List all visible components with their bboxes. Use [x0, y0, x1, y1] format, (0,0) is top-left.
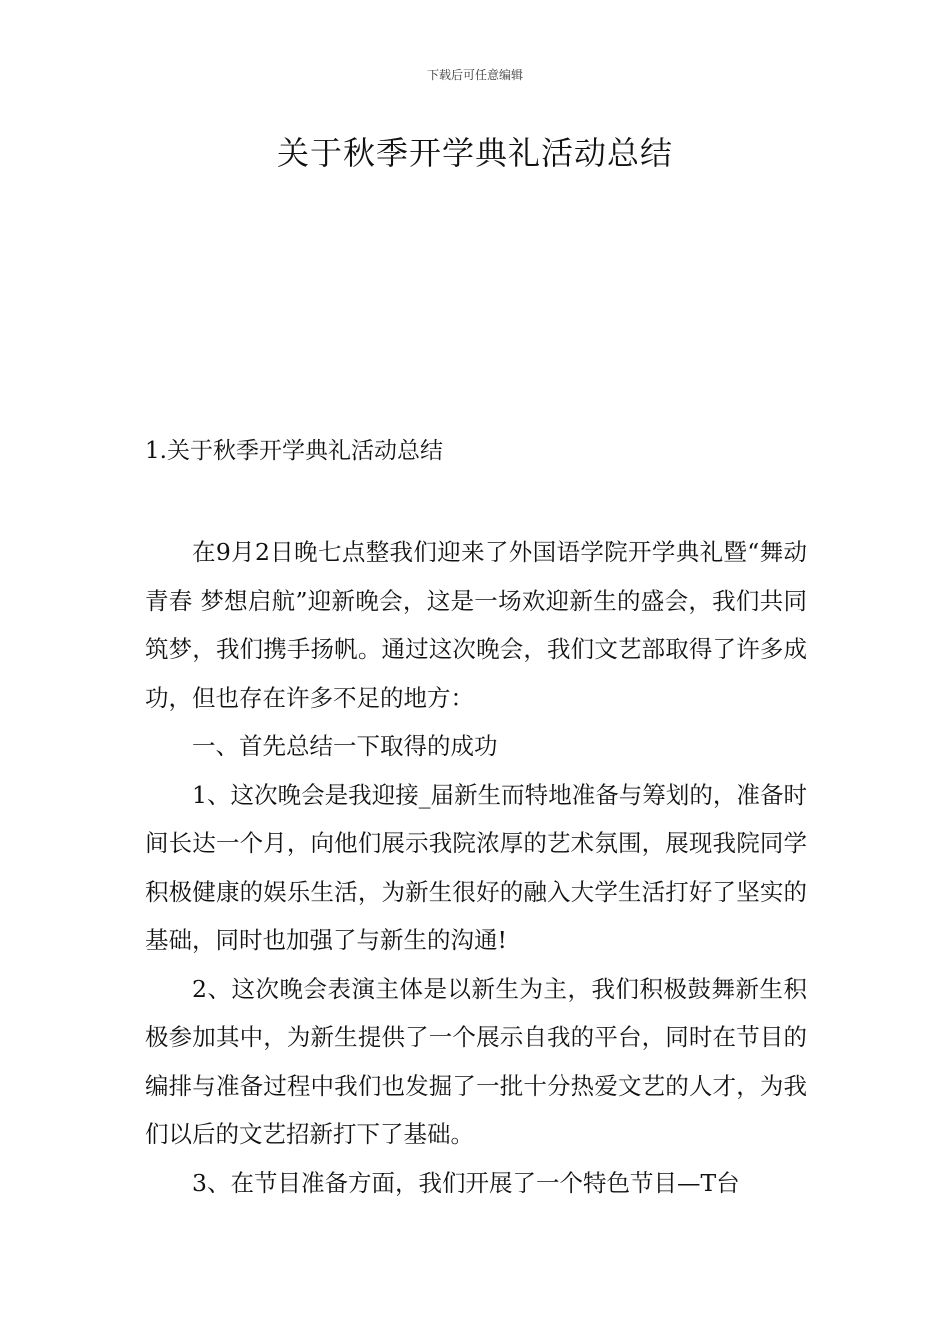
paragraph-point-1: 1、这次晚会是我迎接_届新生而特地准备与筹划的，准备时间长达一个月，向他们展示我院浓厚的艺术氛围，展现我院同学积极健康的娱乐生活，为新生很好的融入大学生活打好了坚实的基础，同时也加强了与新生的沟通! [145, 780, 807, 954]
paragraph-success-heading: 一、首先总结一下取得的成功 [192, 732, 498, 760]
header-note: 下载后可任意编辑 [426, 68, 523, 82]
document-title: 关于秋季开学典礼活动总结 [276, 134, 673, 172]
paragraph-intro: 在9月2日晚七点整我们迎来了外国语学院开学典礼暨“舞动青春 梦想启航”迎新晚会，这是一场欢迎新生的盛会，我们共同筑梦，我们携手扬帆。通过这次晚会，我们文艺部取得了许多成功，但也存在许多不足的地方： [145, 538, 807, 712]
document-body [145, 528, 807, 1207]
paragraph-point-2: 2、这次晚会表演主体是以新生为主，我们积极鼓舞新生积极参加其中，为新生提供了一个展示自我的平台，同时在节目的编排与准备过程中我们也发掘了一批十分热爱文艺的人才，为我们以后的文艺招新打下了基础。 [145, 974, 807, 1148]
paragraph-point-3: 3、在节目准备方面，我们开展了一个特色节目—T台 [192, 1168, 740, 1197]
section-heading: 1.关于秋季开学典礼活动总结 [145, 438, 443, 464]
